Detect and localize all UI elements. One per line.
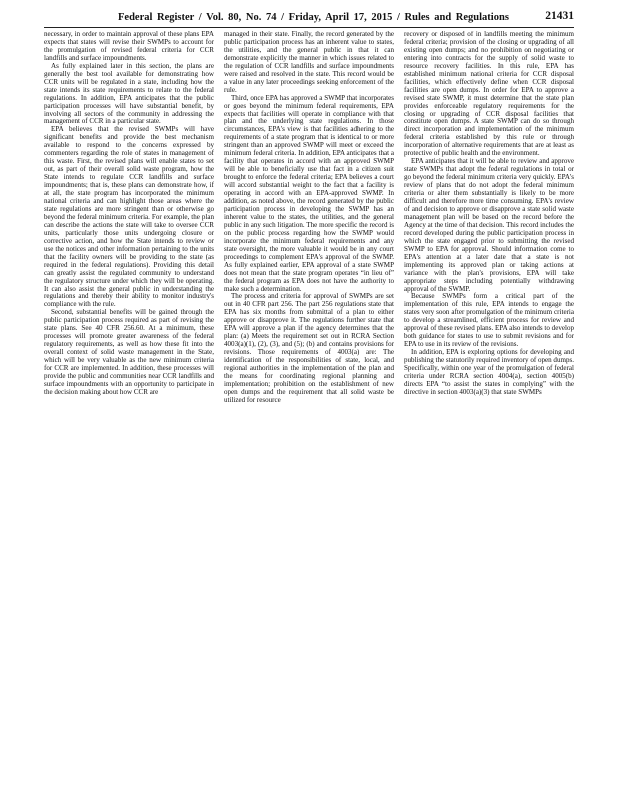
text-columns <box>44 31 574 791</box>
paragraph: Because SWMPs form a critical part of the implementation of this rule, EPA intends to engage the states very soon after promulgation of the minimum criteria to develop a streamlined, efficient process for review and approval of these revised plans. EPA also intends to develop both guidance for states to use to submit revisions and for EPA to use in its review of the revisions. <box>404 292 574 349</box>
paragraph: In addition, EPA is exploring options for developing and publishing the statutorily required inventory of open dumps. Specifically, within one year of the promulgation of federal criteria under RCRA section 4004(a), section 4005(b) directs EPA “to assist the states in complying” with the directive in section 4003(a)(3) that state SWMPs <box>404 348 574 396</box>
paragraph: Third, once EPA has approved a SWMP that incorporates or goes beyond the minimum federal requirements, EPA expects that facilities will operate in compliance with that plan and the underlying state regulations. In those circumstances, EPA's view is that facilities adhering to the requirements of a state program that is identical to or more stringent than an approved SWMP will meet or exceed the minimum federal criteria. In addition, EPA anticipates that a facility that operates in accord with an approved SWMP will be able to beneficially use that fact in a citizen suit brought to enforce the federal criteria; EPA believes a court will accord substantial weight to the fact that a facility is operating in accord with an EPA-approved SWMP. In addition, as noted above, the record generated by the public participation process in developing the SWMP has an inherent value to the states, the utilities, and the general public in any such litigation. The more specific the record is on the public process regarding how the SWMP would incorporate the minimum federal requirements and any state oversight, the more valuable it would be in any court proceedings to complement EPA's approval of the SWMP. As fully explained earlier, EPA approval of a state SWMP does not mean that the state program operates “in lieu of” the federal program as EPA does not have the authority to make such a determination. <box>224 93 394 293</box>
paragraph: EPA believes that the revised SWMPs will have significant benefits and provide the best mechanism available to respond to the concerns expressed by commenters regarding the role of states in management of this waste. First, the revised plans will enable states to set out, as part of their overall solid waste program, how the State intends to regulate CCR landfills and surface impoundments; that is, these plans can demonstrate how, if at all, the state program has incorporated the minimum national criteria and can highlight those areas where the state regulations are more stringent than or otherwise go beyond the federal minimum criteria. For example, the plan can describe the actions the state will take to oversee CCR units, particularly those units undergoing closure or corrective action, and how the State intends to review or use the notices and other information pertaining to the units that the facility owners will be providing to the state (as required in the federal regulations). Providing this detail can greatly assist the regulated community to understand the regulatory structure under which they will be operating. It can also assist the general public in understanding the regulations and thereby their ability to monitor industry's compliance with the rule. <box>44 125 214 309</box>
paragraph: EPA anticipates that it will be able to review and approve state SWMPs that adopt the federal regulations in total or go beyond the federal minimum criteria very quickly. EPA's review of plans that do not adopt the federal minimum criteria or alter them substantially is likely to be more difficult and therefore more time consuming. EPA's review of and decision to approve or disapprove a state solid waste management plan will be based on the record before the Agency at the time of that decision. This record includes the record developed during the public participation process in which the state engaged prior to submitting the revised SWMP to EPA for approval. Should information come to EPA's attention at a later date that a state is not implementing its approved plan or taking actions at variance with the plan's provisions, EPA will take appropriate steps including potentially withdrawing approval of the SWMP. <box>404 157 574 293</box>
paragraph: The process and criteria for approval of SWMPs are set out in 40 CFR part 256. The part 256 regulations state that EPA has six months from submittal of a plan to either approve or disapprove it. The regulations further state that EPA will approve a plan if the agency determines that the plan: (a) Meets the requirement set out in RCRA Section 4003(a)(1), (2), (3), and (5); (b) and contains provisions for revisions. Those requirements of 4003(a) are: The identification of the responsibilities of state, local, and regional authorities in the implementation of the plan and the means for coordinating regional planning and implementation; prohibition on the establishment of new open dumps and the requirement that all solid waste be utilized for resource <box>224 292 394 404</box>
paragraph: managed in their state. Finally, the record generated by the public participation process has an inherent value to states, the utilities, and the general public in that it can demonstrate explicitly the manner in which issues related to the regulation of CCR landfills and surface impoundments were raised and resolved in the state. This record would be a value in any later proceedings seeking enforcement of the rule. <box>224 31 394 94</box>
paragraph: As fully explained later in this section, the plans are generally the best tool available for demonstrating how CCR units will be regulated in a state, including how the state intends its state requirements to relate to the federal regulations. In addition, EPA anticipates that the public participation processes will have substantial benefit, by involving all sectors of the community in addressing the management of CCR in a particular state. <box>44 61 214 126</box>
column-right <box>404 31 574 791</box>
column-left <box>44 31 214 791</box>
paragraph: necessary, in order to maintain approval of these plans EPA expects that states will revise their SWMPs to account for the promulgation of revised federal criteria for CCR landfills and surface impoundments. <box>44 31 214 62</box>
page-number: 21431 <box>545 10 574 22</box>
page-header <box>44 9 574 28</box>
paragraph: recovery or disposed of in landfills meeting the minimum federal criteria; provision of the closing or upgrading of all existing open dumps; and no prohibition on negotiating or entering into contracts for the supply of solid waste to resource recovery facilities. In this rule, EPA has established minimum national criteria for CCR disposal facilities, which effectively define when CCR disposal facilities are open dumps. In order for EPA to approve a revised state SWMP, it must determine that the state plan provides enforceable regulatory requirements for the closing or upgrading of CCR disposal facilities that constitute open dumps. A state SWMP can do so through direct incorporation and implementation of the minimum federal criteria established by this rule or through incorporation of alternative requirements that are at least as protective of public health and the environment. <box>404 31 574 158</box>
column-middle <box>224 31 394 791</box>
paragraph: Second, substantial benefits will be gained through the public participation process required as part of revising the state plans. See 40 CFR 256.60. At a minimum, these processes will promote greater awareness of the federal regulatory requirements, as well as how these fit into the overall context of solid waste management in the State, which will be very valuable as the new minimum criteria for CCR are implemented. In addition, these processes will provide the public and communities near CCR landfills and surface impoundments with an opportunity to participate in the decision making about how CCR are <box>44 308 214 396</box>
running-head: Federal Register / Vol. 80, No. 74 / Friday, April 17, 2015 / Rules and Regulations <box>118 12 509 23</box>
